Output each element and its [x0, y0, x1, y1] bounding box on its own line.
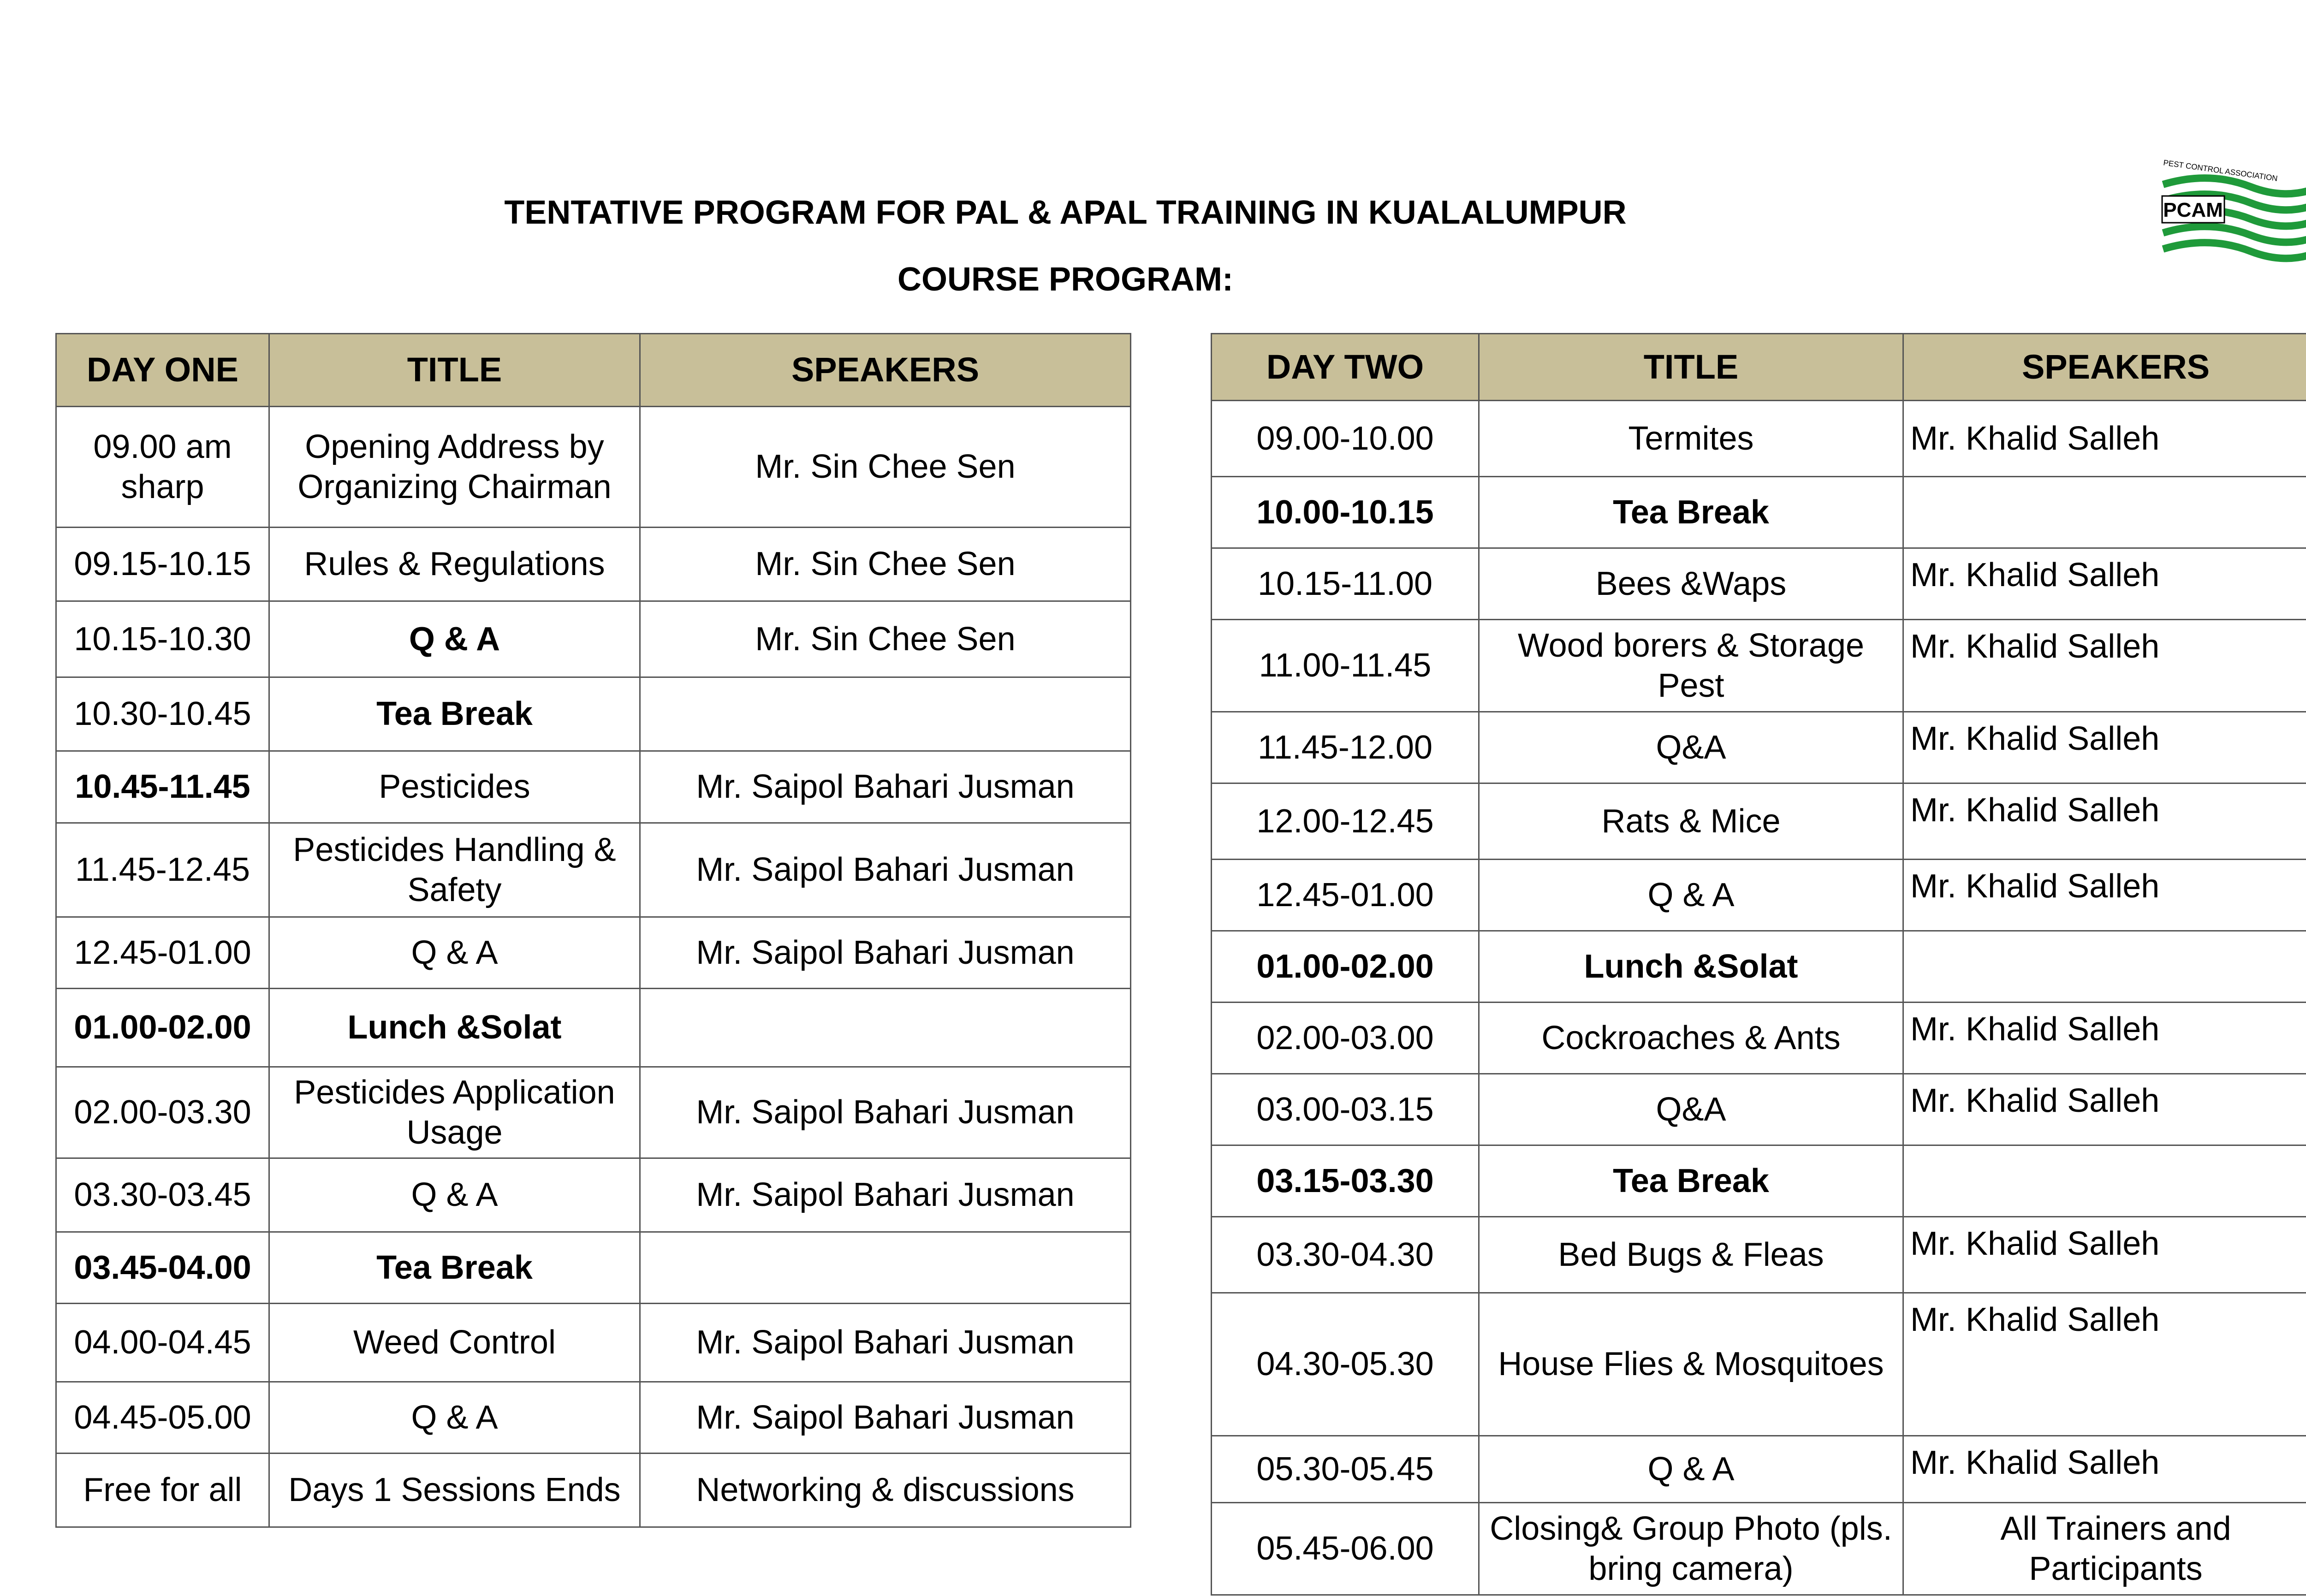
speaker-cell: Mr. Khalid Salleh [1903, 1074, 2306, 1145]
title-cell: Tea Break [269, 677, 640, 751]
title-cell: Weed Control [269, 1304, 640, 1382]
table-row [1212, 401, 2306, 477]
table-header-row [56, 334, 1131, 407]
title-cell: Pesticides [269, 751, 640, 823]
time-cell: 03.15-03.30 [1212, 1145, 1479, 1217]
title-cell: Q & A [269, 1382, 640, 1454]
table-row [1212, 548, 2306, 620]
speaker-cell: Networking & discussions [640, 1454, 1131, 1527]
table-row [56, 1232, 1131, 1304]
speaker-cell: Mr. Khalid Salleh [1903, 401, 2306, 477]
table-row [1212, 860, 2306, 931]
table-row [56, 528, 1131, 601]
title-cell: Opening Address by Organizing Chairman [269, 407, 640, 528]
time-cell: 09.00 am sharp [56, 407, 269, 528]
speaker-cell: Mr. Khalid Salleh [1903, 860, 2306, 931]
time-cell: 04.45-05.00 [56, 1382, 269, 1454]
time-cell: Free for all [56, 1454, 269, 1527]
pcam-logo [2158, 152, 2306, 263]
title-cell: Tea Break [1479, 1145, 1903, 1217]
speaker-cell: Mr. Saipol Bahari Jusman [640, 751, 1131, 823]
title-cell: House Flies & Mosquitoes [1479, 1293, 1903, 1436]
speaker-cell: Mr. Saipol Bahari Jusman [640, 1158, 1131, 1232]
speaker-cell: Mr. Khalid Salleh [1903, 548, 2306, 620]
speaker-cell: Mr. Khalid Salleh [1903, 620, 2306, 712]
time-cell: 03.00-03.15 [1212, 1074, 1479, 1145]
speaker-cell: Mr. Saipol Bahari Jusman [640, 917, 1131, 989]
speaker-cell [1903, 477, 2306, 548]
title-cell: Bees &Waps [1479, 548, 1903, 620]
speaker-cell: Mr. Khalid Salleh [1903, 1293, 2306, 1436]
page-subtitle: COURSE PROGRAM: [897, 261, 1233, 298]
day-two-table [1211, 333, 2306, 1596]
speaker-cell: Mr. Saipol Bahari Jusman [640, 1304, 1131, 1382]
title-cell: Closing& Group Photo (pls. bring camera) [1479, 1503, 1903, 1595]
speaker-cell: Mr. Khalid Salleh [1903, 1436, 2306, 1503]
table-row [1212, 1436, 2306, 1503]
speaker-cell [640, 1232, 1131, 1304]
table-row [56, 917, 1131, 989]
header-title: TITLE [1479, 334, 1903, 401]
logo-arc-text: PEST CONTROL ASSOCIATION [2163, 158, 2278, 183]
time-cell: 02.00-03.00 [1212, 1003, 1479, 1074]
speaker-cell: Mr. Sin Chee Sen [640, 407, 1131, 528]
table-row [1212, 1293, 2306, 1436]
table-row [56, 751, 1131, 823]
speaker-cell: Mr. Khalid Salleh [1903, 783, 2306, 860]
table-row [1212, 1503, 2306, 1595]
speaker-cell: Mr. Khalid Salleh [1903, 1217, 2306, 1293]
header-day: DAY ONE [56, 334, 269, 407]
header-speakers: SPEAKERS [640, 334, 1131, 407]
speaker-cell: Mr. Saipol Bahari Jusman [640, 823, 1131, 917]
time-cell: 10.30-10.45 [56, 677, 269, 751]
title-cell: Termites [1479, 401, 1903, 477]
time-cell: 04.30-05.30 [1212, 1293, 1479, 1436]
time-cell: 09.00-10.00 [1212, 401, 1479, 477]
speaker-cell: All Trainers and Participants [1903, 1503, 2306, 1595]
speaker-cell [1903, 1145, 2306, 1217]
day-one-table [55, 333, 1131, 1528]
header-day: DAY TWO [1212, 334, 1479, 401]
title-cell: Tea Break [269, 1232, 640, 1304]
time-cell: 05.30-05.45 [1212, 1436, 1479, 1503]
title-cell: Days 1 Sessions Ends [269, 1454, 640, 1527]
time-cell: 01.00-02.00 [1212, 931, 1479, 1003]
title-cell: Q & A [269, 917, 640, 989]
table-row [56, 1304, 1131, 1382]
title-cell: Q&A [1479, 712, 1903, 783]
speaker-cell: Mr. Saipol Bahari Jusman [640, 1067, 1131, 1158]
time-cell: 03.45-04.00 [56, 1232, 269, 1304]
header-title: TITLE [269, 334, 640, 407]
table-row [56, 1158, 1131, 1232]
time-cell: 02.00-03.30 [56, 1067, 269, 1158]
logo-text: PCAM [2163, 199, 2223, 221]
title-cell: Lunch &Solat [1479, 931, 1903, 1003]
title-cell: Q & A [1479, 860, 1903, 931]
speaker-cell [640, 989, 1131, 1067]
title-cell: Lunch &Solat [269, 989, 640, 1067]
table-row [1212, 1217, 2306, 1293]
time-cell: 10.45-11.45 [56, 751, 269, 823]
time-cell: 10.15-11.00 [1212, 548, 1479, 620]
title-cell: Tea Break [1479, 477, 1903, 548]
table-row [1212, 620, 2306, 712]
speaker-cell: Mr. Sin Chee Sen [640, 601, 1131, 677]
time-cell: 03.30-04.30 [1212, 1217, 1479, 1293]
table-row [1212, 712, 2306, 783]
table-row [56, 989, 1131, 1067]
table-row [56, 1382, 1131, 1454]
title-cell: Q & A [269, 601, 640, 677]
time-cell: 09.15-10.15 [56, 528, 269, 601]
table-row [56, 601, 1131, 677]
title-cell: Bed Bugs & Fleas [1479, 1217, 1903, 1293]
time-cell: 10.00-10.15 [1212, 477, 1479, 548]
title-cell: Q&A [1479, 1074, 1903, 1145]
time-cell: 11.45-12.45 [56, 823, 269, 917]
header-speakers: SPEAKERS [1903, 334, 2306, 401]
table-row [56, 677, 1131, 751]
title-cell: Pesticides Handling & Safety [269, 823, 640, 917]
speaker-cell: Mr. Khalid Salleh [1903, 712, 2306, 783]
table-row [56, 1454, 1131, 1527]
table-row [56, 407, 1131, 528]
speaker-cell: Mr. Sin Chee Sen [640, 528, 1131, 601]
table-row [1212, 1003, 2306, 1074]
title-cell: Cockroaches & Ants [1479, 1003, 1903, 1074]
speaker-cell [640, 677, 1131, 751]
page-title: TENTATIVE PROGRAM FOR PAL & APAL TRAINING IN KUALALUMPUR [504, 194, 1627, 231]
table-row [56, 823, 1131, 917]
table-row [1212, 477, 2306, 548]
title-cell: Q & A [1479, 1436, 1903, 1503]
time-cell: 05.45-06.00 [1212, 1503, 1479, 1595]
table-row [1212, 1074, 2306, 1145]
time-cell: 12.45-01.00 [1212, 860, 1479, 931]
title-cell: Q & A [269, 1158, 640, 1232]
time-cell: 04.00-04.45 [56, 1304, 269, 1382]
table-row [56, 1067, 1131, 1158]
speaker-cell: Mr. Khalid Salleh [1903, 1003, 2306, 1074]
table-row [1212, 1145, 2306, 1217]
table-header-row [1212, 334, 2306, 401]
time-cell: 01.00-02.00 [56, 989, 269, 1067]
title-cell: Pesticides Application Usage [269, 1067, 640, 1158]
time-cell: 12.00-12.45 [1212, 783, 1479, 860]
table-row [1212, 931, 2306, 1003]
title-cell: Wood borers & Storage Pest [1479, 620, 1903, 712]
speaker-cell [1903, 931, 2306, 1003]
title-cell: Rules & Regulations [269, 528, 640, 601]
speaker-cell: Mr. Saipol Bahari Jusman [640, 1382, 1131, 1454]
table-row [1212, 783, 2306, 860]
time-cell: 12.45-01.00 [56, 917, 269, 989]
time-cell: 11.00-11.45 [1212, 620, 1479, 712]
time-cell: 03.30-03.45 [56, 1158, 269, 1232]
title-cell: Rats & Mice [1479, 783, 1903, 860]
time-cell: 11.45-12.00 [1212, 712, 1479, 783]
time-cell: 10.15-10.30 [56, 601, 269, 677]
